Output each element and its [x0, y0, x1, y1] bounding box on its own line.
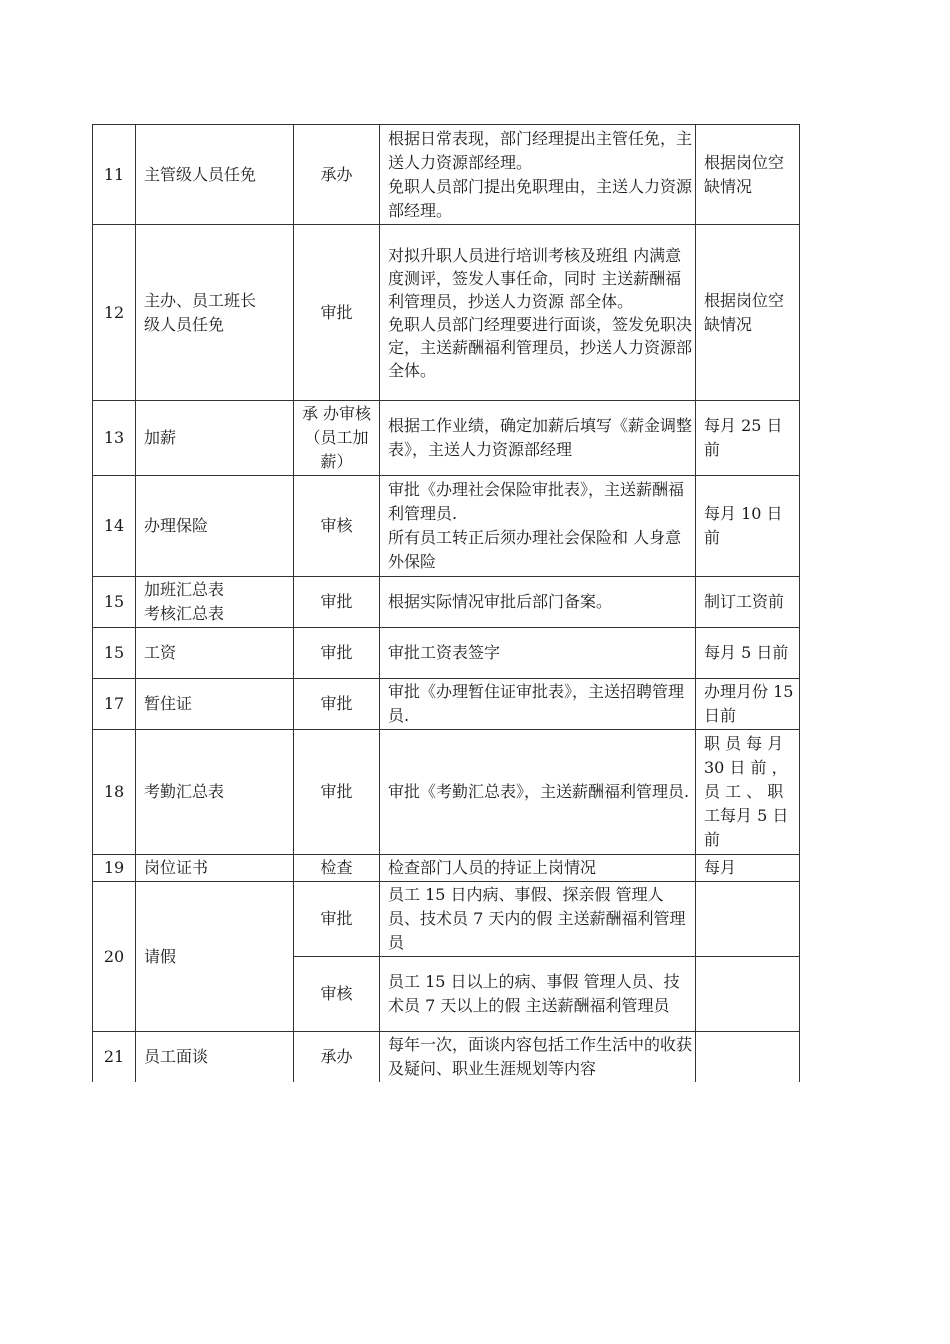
- hr-approval-table: [92, 124, 800, 1082]
- time-cell: [696, 882, 800, 957]
- row-number: 12: [93, 225, 136, 401]
- row-number: 13: [93, 401, 136, 476]
- table-row: [93, 855, 800, 882]
- content-cell: 审批《考勤汇总表》，主送薪酬福利管理员.: [380, 730, 696, 855]
- content-cell: 根据实际情况审批后部门备案。: [380, 577, 696, 628]
- row-number: 15: [93, 628, 136, 679]
- authority-cell: 检查: [294, 855, 380, 882]
- authority-cell: 审批: [294, 225, 380, 401]
- content-cell: 根据工作业绩，确定加薪后填写《薪金调整表》，主送人力资源部经理: [380, 401, 696, 476]
- table-row: [93, 628, 800, 679]
- table-row: [93, 225, 800, 401]
- content-cell: 每年一次，面谈内容包括工作生活中的收获及疑问、职业生涯规划等内容: [380, 1032, 696, 1083]
- row-number: 15: [93, 577, 136, 628]
- row-number: 18: [93, 730, 136, 855]
- item-cell: 考勤汇总表: [136, 730, 294, 855]
- content-cell: 检查部门人员的持证上岗情况: [380, 855, 696, 882]
- time-cell: 每月: [696, 855, 800, 882]
- content-cell: 对拟升职人员进行培训考核及班组 内满意度测评，签发人事任命，同时 主送薪酬福利管理员，抄送人力资源 部全体。 免职人员部门经理要进行面谈，签发免职决定，主送薪酬福利管理员，抄送人力资源部全体。: [380, 225, 696, 401]
- time-cell: [696, 1032, 800, 1083]
- time-cell: 每月 25 日前: [696, 401, 800, 476]
- content-cell: 根据日常表现，部门经理提出主管任免，主送人力资源部经理。 免职人员部门提出免职理由，主送人力资源部经理。: [380, 125, 696, 225]
- table-row: [93, 577, 800, 628]
- authority-cell: 审批: [294, 882, 380, 957]
- row-number: 21: [93, 1032, 136, 1083]
- authority-cell: 审批: [294, 577, 380, 628]
- row-number: 17: [93, 679, 136, 730]
- time-cell: 根据岗位空缺情况: [696, 225, 800, 401]
- table-row: [93, 1032, 800, 1083]
- content-cell: 审批《办理暂住证审批表》，主送招聘管理员.: [380, 679, 696, 730]
- authority-cell: 承 办审核（员工加薪）: [294, 401, 380, 476]
- item-cell: 暂住证: [136, 679, 294, 730]
- row-number: 20: [93, 882, 136, 1032]
- item-cell: 岗位证书: [136, 855, 294, 882]
- table-row: [93, 401, 800, 476]
- item-cell: 主办、员工班长 级人员任免: [136, 225, 294, 401]
- row-number: 14: [93, 476, 136, 577]
- content-cell: 员工 15 日以上的病、事假 管理人员、技术员 7 天以上的假 主送薪酬福利管理员: [380, 957, 696, 1032]
- time-cell: 职 员 每 月 30 日 前 ，员 工 、 职工每月 5 日前: [696, 730, 800, 855]
- authority-cell: 承办: [294, 1032, 380, 1083]
- time-cell: [696, 957, 800, 1032]
- authority-cell: 审核: [294, 957, 380, 1032]
- content-cell: 员工 15 日内病、事假、探亲假 管理人员、技术员 7 天内的假 主送薪酬福利管理员: [380, 882, 696, 957]
- item-cell: 加薪: [136, 401, 294, 476]
- item-cell: 主管级人员任免: [136, 125, 294, 225]
- authority-cell: 承办: [294, 125, 380, 225]
- authority-cell: 审批: [294, 679, 380, 730]
- time-cell: 制订工资前: [696, 577, 800, 628]
- item-cell: 请假: [136, 882, 294, 1032]
- time-cell: 根据岗位空缺情况: [696, 125, 800, 225]
- authority-cell: 审核: [294, 476, 380, 577]
- time-cell: 每月 10 日前: [696, 476, 800, 577]
- time-cell: 办理月份 15 日前: [696, 679, 800, 730]
- table-row: [93, 730, 800, 855]
- table-row: [93, 476, 800, 577]
- table-row: [93, 679, 800, 730]
- item-cell: 加班汇总表 考核汇总表: [136, 577, 294, 628]
- content-cell: 审批工资表签字: [380, 628, 696, 679]
- item-cell: 工资: [136, 628, 294, 679]
- content-cell: 审批《办理社会保险审批表》，主送薪酬福利管理员. 所有员工转正后须办理社会保险和 人身意外保险: [380, 476, 696, 577]
- item-cell: 办理保险: [136, 476, 294, 577]
- table-row: [93, 882, 800, 957]
- row-number: 19: [93, 855, 136, 882]
- time-cell: 每月 5 日前: [696, 628, 800, 679]
- authority-cell: 审批: [294, 628, 380, 679]
- table-row: [93, 125, 800, 225]
- row-number: 11: [93, 125, 136, 225]
- item-cell: 员工面谈: [136, 1032, 294, 1083]
- authority-cell: 审批: [294, 730, 380, 855]
